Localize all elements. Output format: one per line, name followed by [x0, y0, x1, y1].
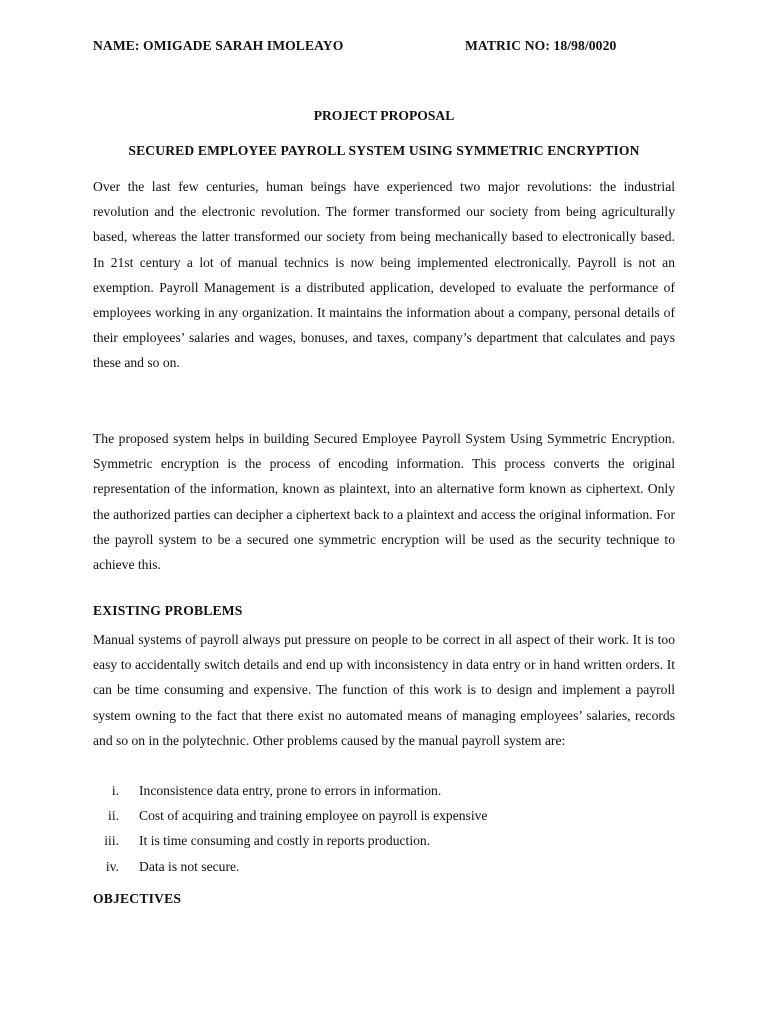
list-item-text: It is time consuming and costly in reports production.	[139, 833, 431, 849]
document-type-title: PROJECT PROPOSAL	[313, 108, 455, 123]
intro-paragraph: Over the last few centuries, human beings have experienced two major revolutions: the industrial revolution and the electronic revolution. The former transformed our society from being agriculturally based, whereas the latter transformed our society from being mechanically based to electronically based. In 21st century a lot of manual technics is now being implemented electronically. Payroll is not an exemption. Payroll Management is a distributed application, developed to evaluate the performance of employees working in any organization. It maintains the information about a company, personal details of their employees’ salaries and wages, bonuses, and taxes, company’s department that calculates and pays these and so on.	[93, 179, 675, 371]
problems-list	[93, 778, 675, 879]
list-item-text: Inconsistence data entry, prone to errors in information.	[139, 783, 442, 798]
matric-number: MATRIC NO: 18/98/0020	[465, 38, 617, 53]
list-item	[93, 854, 675, 879]
list-item-number: iii.	[104, 833, 119, 849]
list-item	[93, 778, 675, 803]
student-name: NAME: OMIGADE SARAH IMOLEAYO	[93, 38, 344, 53]
list-item-text: Cost of acquiring and training employee on payroll is expensive	[139, 808, 488, 824]
list-item	[93, 828, 675, 853]
existing-problems-heading: EXISTING PROBLEMS	[93, 603, 243, 618]
existing-problems-paragraph: Manual systems of payroll always put pressure on people to be correct in all aspect of their work. It is too easy to accidentally switch details and end up with inconsistency in data entry or in hand written orders. It can be time consuming and expensive. The function of this work is to design and implement a payroll system owning to the fact that there exist no automated means of managing employees’ salaries, records and so on in the polytechnic. Other problems caused by the manual payroll system are:	[93, 632, 675, 748]
list-item-number: iv.	[105, 858, 119, 874]
list-item	[93, 803, 675, 828]
list-item-number: ii.	[108, 808, 119, 824]
list-item-text: Data is not secure.	[139, 858, 240, 874]
objectives-heading: OBJECTIVES	[93, 891, 182, 906]
project-title: SECURED EMPLOYEE PAYROLL SYSTEM USING SYMMETRIC ENCRYPTION	[128, 143, 640, 158]
proposed-system-paragraph: The proposed system helps in building Secured Employee Payroll System Using Symmetric Encryption. Symmetric encryption is the process of encoding information. This process converts the original representation of the information, known as plaintext, into an alternative form known as ciphertext. Only the authorized parties can decipher a ciphertext back to a plaintext and access the original information. For the payroll system to be a secured one symmetric encryption will be used as the security technique to achieve this.	[93, 431, 675, 573]
list-item-number: i.	[111, 783, 119, 798]
